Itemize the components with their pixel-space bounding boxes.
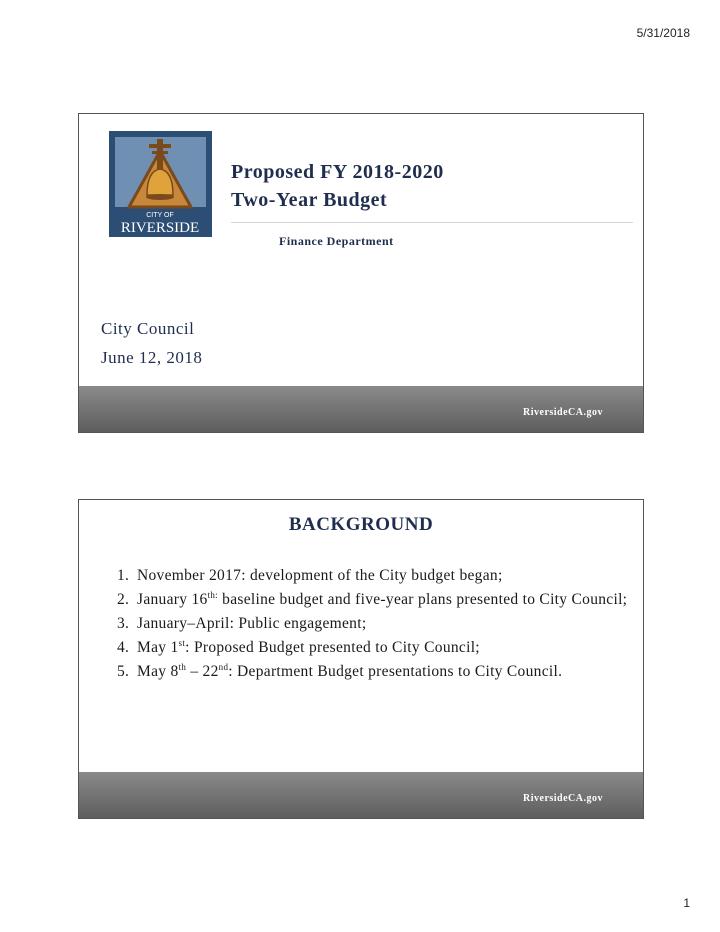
footer-url: RiversideCA.gov [523, 407, 603, 418]
item-text-pre: May 8 [137, 663, 179, 680]
page-date: 5/31/2018 [636, 26, 690, 40]
item-number: 1. [117, 567, 130, 584]
department-label: Finance Department [279, 234, 394, 248]
item-text: November 2017: development of the City budget began; [137, 567, 503, 584]
page-number: 1 [683, 896, 690, 910]
item-text-mid: – 22 [186, 663, 219, 680]
item-superscript: st [178, 637, 186, 648]
title-line-2: Two-Year Budget [231, 189, 388, 211]
item-text-post: : Department Budget presentations to City Council. [228, 663, 563, 680]
item-superscript: nd [218, 661, 229, 672]
item-superscript: th [178, 661, 187, 672]
slide-heading [231, 158, 444, 214]
slide-background [78, 499, 644, 819]
footer-url: RiversideCA.gov [523, 793, 603, 804]
logo-text-top: CITY OF [146, 212, 174, 219]
slide-title [78, 113, 644, 433]
item-text-post: : Proposed Budget presented to City Council; [185, 639, 480, 656]
presentation-info [101, 314, 202, 372]
item-superscript: th: [207, 589, 218, 600]
list-item [117, 660, 637, 684]
footer-bar [79, 772, 643, 818]
item-number: 2. [117, 591, 130, 608]
logo-text-bottom: RIVERSIDE [120, 220, 200, 236]
presentation-date: June 12, 2018 [101, 348, 203, 367]
timeline-list [117, 564, 637, 684]
list-item [117, 612, 637, 636]
footer-bar [79, 386, 643, 432]
item-number: 3. [117, 615, 130, 632]
item-text-post: baseline budget and five-year plans presented to City Council; [217, 591, 628, 608]
item-number: 5. [117, 663, 130, 680]
item-text: January–April: Public engagement; [137, 615, 367, 632]
item-text-pre: May 1 [137, 639, 179, 656]
list-item [117, 636, 637, 660]
slide-heading: BACKGROUND [288, 514, 434, 535]
list-item [117, 564, 637, 588]
title-line-1: Proposed FY 2018-2020 [231, 161, 444, 183]
list-item [117, 588, 637, 612]
bell-logo-icon [109, 131, 212, 237]
city-logo [109, 131, 212, 237]
divider [231, 222, 633, 223]
item-number: 4. [117, 639, 130, 656]
audience-label: City Council [101, 319, 195, 338]
item-text-pre: January 16 [137, 591, 208, 608]
